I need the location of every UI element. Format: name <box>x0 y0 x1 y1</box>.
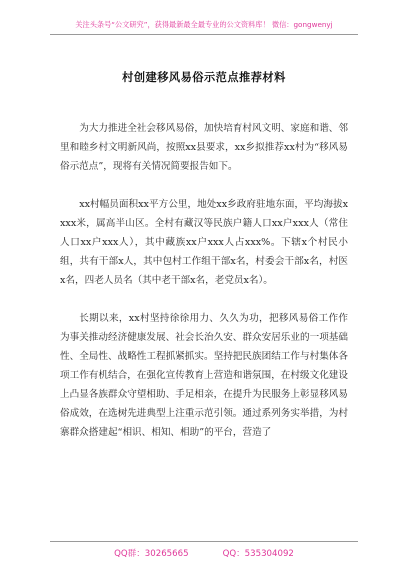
paragraph-work-description: 长期以来，xx村坚持徐徐用力、久久为功，把移风易俗工作作为事关推动经济健康发展、社会长治久安、群众安居乐业的一项基础性、全局性、战略性工程抓紧抓实。坚持把民族团结工作与村集体各项工作有机结合，在强化宣传教育上营造和谐氛围，在村级文化建设上凸显各族群众守望相助、手足相亲，在提升为民服务上彰显移风易俗成效，在选树先进典型上注重示范引领。通过系列务实举措，为村寨群众搭建起“相识、相知、相助”的平台，营造了 <box>60 313 348 438</box>
footer-qq-group: QQ群：30265665 <box>114 549 189 559</box>
footer-qq-number: QQ：535304092 <box>222 549 294 559</box>
paragraph-village-overview: xx村幅员面积xx平方公里，地处xx乡政府驻地东面，平均海拔xxxx米，属高半山区。全村有藏汉等民族户籍人口xx户xxx人（常住人口xx户xxx人），其中藏族xx户xxx人占xxx%。下辖x个村民小组，共有干部x人，其中包村工作组干部x名，村委会干部x名，村医x名，四老人员名（其中老干部x名，老党员x名）。 <box>60 199 348 286</box>
document-title: 村创建移风易俗示范点推荐材料 <box>122 70 286 84</box>
header-divider <box>50 34 358 35</box>
header-promo-text: 关注头条号“公文研究”，获得最新最全最专业的公文资料库！ 微信：gongwenyj <box>75 20 333 29</box>
document-body <box>60 119 348 461</box>
footer-divider <box>50 541 358 542</box>
paragraph-intro: 为大力推进全社会移风易俗，加快培育村风文明、家庭和谐、邻里和睦乡村文明新风尚，按照xx县要求，xx乡拟推荐xx村为“移风易俗示范点”，现将有关情况简要报告如下。 <box>60 123 348 172</box>
footer-contact <box>0 547 408 559</box>
